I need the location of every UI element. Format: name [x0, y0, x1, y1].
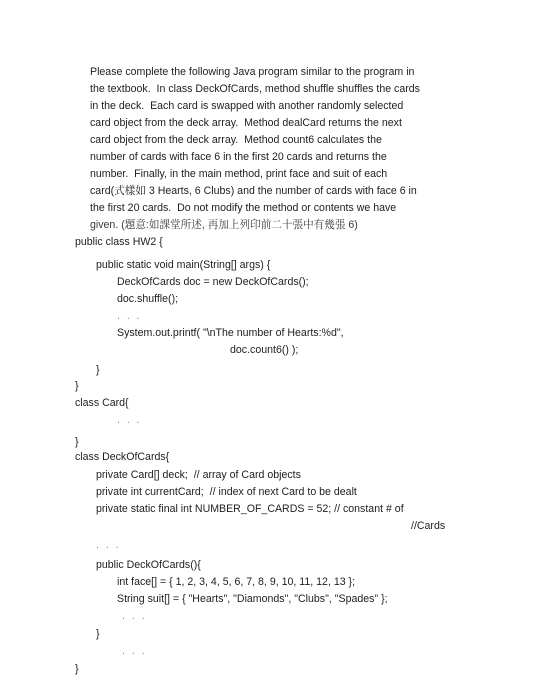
- code-brace: }: [75, 380, 79, 392]
- code-field-currentcard: private int currentCard; // index of next Card to be dealt: [96, 486, 357, 498]
- code-class-card: class Card{: [75, 397, 129, 409]
- code-brace: }: [75, 663, 79, 675]
- code-class-hw2: public class HW2 {: [75, 236, 163, 248]
- instruction-line: the textbook. In class DeckOfCards, method shuffle shuffles the cards: [90, 83, 420, 95]
- code-suit-array: String suit[] = { "Hearts", "Diamonds", "Clubs", "Spades" };: [117, 593, 388, 605]
- code-field-number-of-cards: private static final int NUMBER_OF_CARDS = 52; // constant # of: [96, 503, 404, 515]
- code-printf-continuation: doc.count6() );: [230, 344, 299, 356]
- code-shuffle-call: doc.shuffle();: [117, 293, 179, 305]
- code-constructor-signature: public DeckOfCards(){: [96, 559, 201, 571]
- code-face-array: int face[] = { 1, 2, 3, 4, 5, 6, 7, 8, 9, 10, 11, 12, 13 };: [117, 576, 356, 588]
- code-ellipsis: . . .: [122, 645, 147, 657]
- instruction-line: Please complete the following Java program similar to the program in: [90, 66, 415, 78]
- instruction-line: in the deck. Each card is swapped with another randomly selected: [90, 100, 404, 112]
- code-brace: }: [75, 436, 79, 448]
- instruction-line: card object from the deck array. Method dealCard returns the next: [90, 117, 402, 129]
- instruction-line: the first 20 cards. Do not modify the method or contents we have: [90, 202, 397, 214]
- code-ellipsis: . . .: [117, 310, 142, 322]
- code-class-deckofcards: class DeckOfCards{: [75, 451, 170, 463]
- code-brace: }: [96, 628, 100, 640]
- code-deck-declaration: DeckOfCards doc = new DeckOfCards();: [117, 276, 309, 288]
- code-brace: }: [96, 364, 100, 376]
- instruction-line: number of cards with face 6 in the first 20 cards and returns the: [90, 151, 387, 163]
- code-printf-line: System.out.printf( "\nThe number of Hearts:%d",: [117, 327, 344, 339]
- instruction-line: card(式樣如 3 Hearts, 6 Clubs) and the number of cards with face 6 in: [90, 185, 417, 197]
- code-main-signature: public static void main(String[] args) {: [96, 259, 271, 271]
- instruction-line: number. Finally, in the main method, print face and suit of each: [90, 168, 388, 180]
- instruction-line: card object from the deck array. Method count6 calculates the: [90, 134, 382, 146]
- instruction-line: given. (題意:如課堂所述, 再加上列印前二十張中有幾張 6): [90, 219, 358, 231]
- code-comment-continuation: //Cards: [411, 520, 446, 532]
- code-ellipsis: . . .: [122, 610, 147, 622]
- code-field-deck: private Card[] deck; // array of Card objects: [96, 469, 301, 481]
- code-ellipsis: . . .: [117, 414, 142, 426]
- code-ellipsis: . . .: [96, 539, 121, 551]
